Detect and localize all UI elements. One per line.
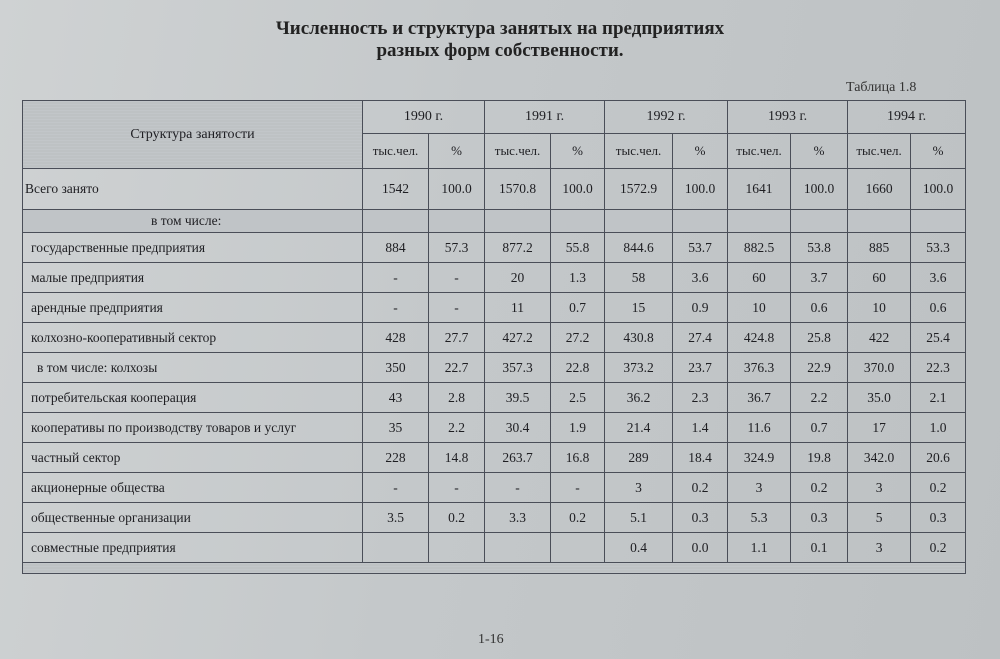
table-cell: 53.7 [673,233,728,263]
table-cell: 11 [485,293,551,323]
title-line-2: разных форм собственности. [376,40,624,61]
table-cell: 424.8 [728,323,791,353]
table-cell: 370.0 [848,353,911,383]
row-label: акционерные общества [23,473,363,503]
table-cell: 14.8 [429,443,485,473]
table-cell: 36.7 [728,383,791,413]
row-label: арендные предприятия [23,293,363,323]
table-cell: - [363,293,429,323]
unit-percent: % [791,134,848,169]
table-cell: 39.5 [485,383,551,413]
table-cell: 0.4 [605,533,673,563]
table-label: Таблица 1.8 [846,80,917,95]
table-cell: 1.9 [551,413,605,443]
table-cell: 324.9 [728,443,791,473]
table-cell: 53.8 [791,233,848,263]
header-year-1991: 1991 г. [485,101,605,134]
table-cell: 22.9 [791,353,848,383]
table-cell: 3.6 [911,263,966,293]
total-label: Всего занято [23,169,363,210]
table-cell: 53.3 [911,233,966,263]
table-cell: 3 [848,533,911,563]
table-cell [429,533,485,563]
table-cell: 0.2 [429,503,485,533]
table-cell: 60 [728,263,791,293]
table-cell: 22.8 [551,353,605,383]
table-cell: 0.9 [673,293,728,323]
table-cell: 2.1 [911,383,966,413]
table-cell: 10 [848,293,911,323]
table-cell: 0.2 [911,533,966,563]
table-cell: 5.3 [728,503,791,533]
table-cell: 3 [605,473,673,503]
table-cell: 2.2 [791,383,848,413]
table-cell: 22.7 [429,353,485,383]
row-label: в том числе: колхозы [23,353,363,383]
row-label: кооперативы по производству товаров и услуг [23,413,363,443]
table-cell: 373.2 [605,353,673,383]
table-cell: 58 [605,263,673,293]
header-row-years [23,101,966,134]
unit-percent: % [673,134,728,169]
table-cell: 25.8 [791,323,848,353]
table-cell: 15 [605,293,673,323]
table-cell: 0.6 [791,293,848,323]
table-cell: 228 [363,443,429,473]
table-cell: 0.7 [791,413,848,443]
unit-percent: % [429,134,485,169]
header-year-1990: 1990 г. [363,101,485,134]
table-cell: 2.8 [429,383,485,413]
total-cell: 100.0 [911,169,966,210]
table-cell: 18.4 [673,443,728,473]
table-cell: 10 [728,293,791,323]
table-cell: 27.2 [551,323,605,353]
table-cell: 3.7 [791,263,848,293]
table-cell: 5 [848,503,911,533]
table-cell: 357.3 [485,353,551,383]
table-cell: 23.7 [673,353,728,383]
table-cell: 27.4 [673,323,728,353]
page-number: 1-16 [478,632,504,647]
table-cell: 2.5 [551,383,605,413]
header-year-1994: 1994 г. [848,101,966,134]
including-row [23,210,966,233]
row-label: малые предприятия [23,263,363,293]
title-line-1: Численность и структура занятых на предприятиях [275,18,725,39]
table-row [23,233,966,263]
table-row [23,473,966,503]
table-cell: 1.1 [728,533,791,563]
table-cell: 2.2 [429,413,485,443]
table-cell: 36.2 [605,383,673,413]
row-label: потребительская кооперация [23,383,363,413]
table-row [23,263,966,293]
row-label: частный сектор [23,443,363,473]
table-row [23,353,966,383]
table-cell: 25.4 [911,323,966,353]
table-cell: 19.8 [791,443,848,473]
unit-percent: % [911,134,966,169]
table-cell: 30.4 [485,413,551,443]
table-cell [363,533,429,563]
unit-people: тыс.чел. [605,134,673,169]
table-cell [485,533,551,563]
table-cell: - [429,293,485,323]
table-cell: 430.8 [605,323,673,353]
table-cell: - [429,263,485,293]
unit-people: тыс.чел. [363,134,429,169]
table-cell: 350 [363,353,429,383]
table-cell: 17 [848,413,911,443]
header-year-1993: 1993 г. [728,101,848,134]
table-cell: 20.6 [911,443,966,473]
row-label: совместные предприятия [23,533,363,563]
total-cell: 100.0 [673,169,728,210]
table-cell: 43 [363,383,429,413]
table-cell: 0.6 [911,293,966,323]
table-cell: 877.2 [485,233,551,263]
table-cell: 35.0 [848,383,911,413]
table-cell: - [363,263,429,293]
table-cell: 3.6 [673,263,728,293]
row-label: колхозно-кооперативный сектор [23,323,363,353]
table-cell: 27.7 [429,323,485,353]
total-cell: 100.0 [791,169,848,210]
table-cell: 428 [363,323,429,353]
table-row [23,413,966,443]
table-cell: 0.2 [673,473,728,503]
table-cell: 57.3 [429,233,485,263]
total-cell: 1660 [848,169,911,210]
table-row [23,293,966,323]
table-cell: 3.5 [363,503,429,533]
header-structure: Структура занятости [23,101,363,169]
table-cell: 342.0 [848,443,911,473]
unit-percent: % [551,134,605,169]
table-cell: 1.3 [551,263,605,293]
table-cell: 3 [848,473,911,503]
table-cell: 5.1 [605,503,673,533]
total-cell: 100.0 [429,169,485,210]
table-cell: - [485,473,551,503]
table-cell: 3.3 [485,503,551,533]
table-cell: 0.1 [791,533,848,563]
table-cell: 289 [605,443,673,473]
row-label: государственные предприятия [23,233,363,263]
table-cell: 11.6 [728,413,791,443]
table-row [23,503,966,533]
table-cell: - [551,473,605,503]
total-cell: 1572.9 [605,169,673,210]
table-cell: 376.3 [728,353,791,383]
table-cell: 3 [728,473,791,503]
table-row [23,533,966,563]
row-label: общественные организации [23,503,363,533]
table-cell: 884 [363,233,429,263]
table-cell: 60 [848,263,911,293]
including-label: в том числе: [23,210,363,233]
table-cell: 0.3 [791,503,848,533]
table-cell: 35 [363,413,429,443]
table-cell: 0.3 [911,503,966,533]
table-cell: 0.3 [673,503,728,533]
table-cell: 263.7 [485,443,551,473]
unit-people: тыс.чел. [728,134,791,169]
table-cell: - [429,473,485,503]
table-cell: 427.2 [485,323,551,353]
table-cell: 0.2 [551,503,605,533]
unit-people: тыс.чел. [485,134,551,169]
total-cell: 1641 [728,169,791,210]
table-cell: 882.5 [728,233,791,263]
total-row [23,169,966,210]
table-cell: 0.2 [911,473,966,503]
table-body [23,169,966,574]
table-row [23,383,966,413]
table-cell [551,533,605,563]
table-cell: 2.3 [673,383,728,413]
table-cell: - [363,473,429,503]
table-cell: 0.7 [551,293,605,323]
table-cell: 21.4 [605,413,673,443]
table-cell: 20 [485,263,551,293]
employment-table [22,100,966,574]
table-row [23,443,966,473]
table-cell: 22.3 [911,353,966,383]
header-year-1992: 1992 г. [605,101,728,134]
table-cell: 0.0 [673,533,728,563]
total-cell: 100.0 [551,169,605,210]
table-cell: 16.8 [551,443,605,473]
table-cell: 55.8 [551,233,605,263]
table-cell: 422 [848,323,911,353]
total-cell: 1570.8 [485,169,551,210]
unit-people: тыс.чел. [848,134,911,169]
table-row [23,323,966,353]
table-bottom-border-row [23,563,966,574]
table-cell: 885 [848,233,911,263]
table-cell: 0.2 [791,473,848,503]
table-cell: 1.0 [911,413,966,443]
total-cell: 1542 [363,169,429,210]
table-cell: 844.6 [605,233,673,263]
document-title [200,18,800,62]
table-cell: 1.4 [673,413,728,443]
